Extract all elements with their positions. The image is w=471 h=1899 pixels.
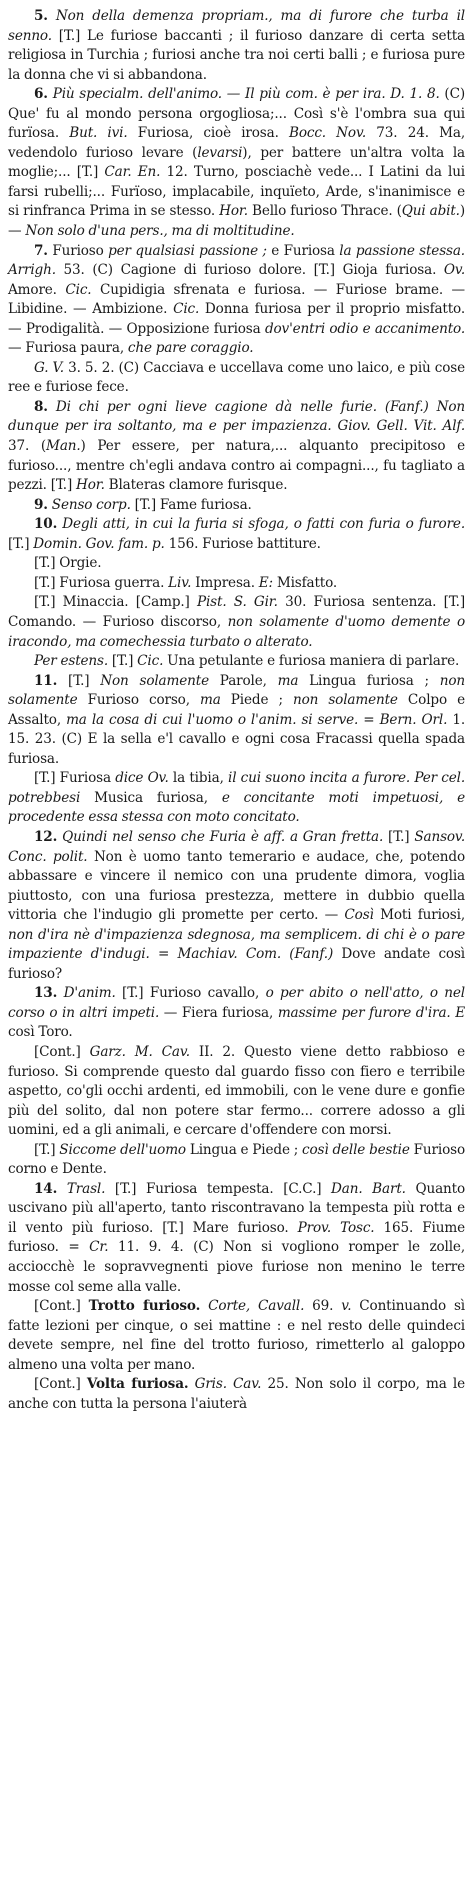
text-run: Musica furiosa, xyxy=(80,789,222,806)
sense-number: 5. xyxy=(34,8,48,24)
italic-run: Più specialm. dell'animo. — Il più com. è per ira. D. 1. 8. xyxy=(47,86,440,103)
text-run: Dove andate così furioso? xyxy=(8,946,465,982)
italic-run: Dan. Bart. xyxy=(331,1180,406,1197)
text-run: — Fiera furiosa, xyxy=(159,1004,278,1021)
sense-number: 12. xyxy=(34,828,58,845)
italic-run: Bocc. Nov. xyxy=(288,125,367,142)
sense-number: 9. xyxy=(34,496,48,513)
entry-paragraph xyxy=(8,242,465,359)
italic-run: Non solamente xyxy=(100,672,209,689)
text-run: [T.] Furiosa tempesta. [C.C.] xyxy=(105,1180,332,1197)
entry-paragraph xyxy=(8,515,465,554)
text-run: Amore. xyxy=(8,281,66,298)
entry-paragraph xyxy=(8,398,465,496)
text-run: 1. 15. 23. (C) E la sella e'l cavallo e ogni cosa Fracassi quella spada furiosa. xyxy=(8,711,465,767)
text-run: Cupidigia sfrenata e furiosa. — Furiose brame. — Libidine. — Ambizione. xyxy=(8,281,466,318)
text-run: [T.] Le furiose baccanti ; il furioso danzare di certa setta religiosa in Turchia ; furiosi anche tra noi certi balli ; e furiosa pure la donna che vi si abbandona. xyxy=(8,27,465,83)
text-run: 11. 9. 4. (C) Non si vogliono romper le zolle, acciocchè le sopravvegnenti piove furiose non menino le terre mosse col seme alla valle. xyxy=(8,1239,465,1295)
italic-run: il cui suono incita a furore. Per cel. potrebbesi xyxy=(8,770,466,806)
text-run: [T.] Furiosa guerra. xyxy=(34,574,169,591)
italic-run: levarsi xyxy=(197,144,243,161)
text-run: — Furiosa paura, xyxy=(8,340,128,357)
entry-paragraph xyxy=(8,672,465,770)
italic-run: Trasl. xyxy=(57,1180,106,1197)
text-run: ), per battere un'altra volta la moglie;... [T.] xyxy=(8,144,465,181)
entry-paragraph xyxy=(8,1180,465,1297)
text-run: 165. Fiume furioso. = xyxy=(8,1219,465,1256)
italic-run: But. ivi. xyxy=(69,125,128,142)
sense-number: 6. xyxy=(34,86,48,103)
italic-run: Qui abit. xyxy=(401,203,460,220)
text-run: così Toro. xyxy=(8,1024,73,1041)
italic-run: così delle bestie xyxy=(302,1141,410,1158)
text-run: Misfatto. xyxy=(272,574,338,591)
text-run: [Cont.] xyxy=(34,1043,90,1060)
text-run: [T.] xyxy=(383,828,415,845)
text-run: 25. Non solo il corpo, ma le anche con tutta la persona l'aiuterà xyxy=(8,1376,465,1412)
text-run: e Furiosa xyxy=(266,242,340,259)
sense-number: Trotto furioso. xyxy=(88,1298,201,1315)
text-run: Furiosa, cioè irosa. xyxy=(127,125,289,142)
text-run: 156. Furiose battiture. xyxy=(164,535,321,552)
text-run: [T.] xyxy=(108,653,138,670)
text-run: Piede ; xyxy=(220,692,293,709)
text-run: Una petulante e furiosa maniera di parlare. xyxy=(163,653,460,670)
italic-run: Car. En. xyxy=(104,164,161,181)
entry-paragraph xyxy=(8,496,465,516)
italic-run: Senso corp. xyxy=(47,496,131,513)
text-run: 12. Turno, posciachè vede... I Latini da lui farsi rubelli;... Furïoso, implacabile, inquïeto, Arde, s'inanimisce e si rinfranca Prima in se stesso. xyxy=(8,164,465,220)
italic-run: Non solo d'una pers., ma di moltitudine. xyxy=(25,223,295,240)
text-run: [T.] xyxy=(8,535,34,552)
text-run: Impresa. xyxy=(191,574,259,591)
text-run: Lingua furiosa ; xyxy=(298,672,440,689)
italic-run: ma xyxy=(200,692,221,709)
entry-paragraph xyxy=(8,359,465,398)
entry-paragraph xyxy=(8,828,465,984)
text-run: 69. xyxy=(304,1298,342,1315)
text-run: (C) Que' fu al mondo persona orgogliosa;... Così s'è l'ombra sua qui furïosa. xyxy=(8,86,465,142)
entry-paragraph xyxy=(8,1141,465,1180)
text-run: [T.] Fame furiosa. xyxy=(130,496,252,513)
entry-paragraph xyxy=(8,554,465,574)
italic-run: Prov. Tosc. xyxy=(297,1219,375,1236)
text-run: [T.] Orgie. xyxy=(34,555,102,572)
italic-run: Di chi per ogni lieve cagione dà nelle furie. (Fanf.) Non dunque per ira soltanto, ma e per impazienza. Giov. Gell. Vit. Alf. xyxy=(8,398,465,435)
entry-paragraph xyxy=(8,1043,465,1141)
text-run: [T.] Minaccia. [Camp.] xyxy=(34,594,197,611)
italic-run: D'anim. xyxy=(57,985,116,1002)
text-run: Donna furiosa per il proprio misfatto. — Prodigalità. — Opposizione furiosa xyxy=(8,301,465,337)
italic-run: Hor. xyxy=(75,477,105,494)
italic-run: o per abito o nell'atto, o nel corso o in altri impeti. xyxy=(8,985,465,1021)
text-run: [Cont.] xyxy=(34,1298,89,1315)
italic-run: Man. xyxy=(46,438,81,455)
italic-run: Liv. xyxy=(168,574,192,591)
italic-run: per qualsiasi passione ; xyxy=(108,242,267,259)
entry-paragraph xyxy=(8,1297,465,1375)
text-run: Lingua e Piede ; xyxy=(185,1141,303,1158)
text-run: Quanto uscivano più all'aperto, tanto riscontravano la tempesta più rotta e il vento più furioso. [T.] Mare furioso. xyxy=(8,1180,465,1236)
italic-run: non d'ira nè d'impazienza sdegnosa, ma semplicem. di chi è o pare impaziente d'indugi. = Machiav. Com. (Fanf.) xyxy=(8,926,465,963)
text-run: 30. Furiosa sentenza. [T.] Comando. — Furioso discorso, xyxy=(8,594,466,630)
text-run: Non è uomo tanto temerario e audace, che, potendo abbassare e vincere il nemico con una prudente dimora, voglia piuttosto, con una furiosa prestezza, mettere in dubbio quella vittoria che l'indugio gli promette per certo. — xyxy=(8,848,465,924)
italic-run: ma xyxy=(277,672,299,689)
italic-run: Domin. Gov. fam. p. xyxy=(33,535,165,552)
text-run: Colpo e Assalto, xyxy=(8,692,465,728)
italic-run: Gris. Cav. xyxy=(194,1376,262,1393)
entry-paragraph xyxy=(8,1375,465,1414)
sense-number: 11. xyxy=(34,672,58,689)
text-run: [T.] Furioso cavallo, xyxy=(115,985,266,1002)
text-run: [T.] xyxy=(57,672,101,689)
italic-run: E: xyxy=(258,574,273,591)
italic-run: Garz. M. Cav. xyxy=(89,1043,190,1060)
text-run: [T.] xyxy=(34,1141,60,1158)
text-run: Moti furiosi, xyxy=(373,907,466,924)
text-run: II. 2. Questo viene detto rabbioso e furioso. Si comprende questo dal guardo fisso con fiero e terribile aspetto, co'gli occhi ardenti, ed immobili, con le vene dure e gonfie più del solito, dal non potere star fermo... correre adosso a gli uomini, ed a gli animali, e cercare d'offendere con morsi. xyxy=(8,1043,466,1139)
text-run: la tibia, xyxy=(168,770,229,787)
italic-run: Corte, Cavall. xyxy=(208,1298,305,1315)
text-run: Blateras clamore furisque. xyxy=(104,477,288,494)
italic-run: Cic. xyxy=(173,301,200,318)
italic-run: Degli atti, in cui la furia si sfoga, o fatti con furia o furore. xyxy=(57,516,465,533)
sense-number: 7. xyxy=(34,242,48,259)
text-run: [Cont.] xyxy=(34,1376,87,1393)
italic-run: Pist. S. Gir. xyxy=(196,594,278,611)
entry-paragraph xyxy=(8,7,465,85)
italic-run: non solamente d'uomo demente o iracondo, ma comechessia turbato o alterato. xyxy=(8,613,466,650)
italic-run: la passione stessa. Arrigh. xyxy=(8,242,465,279)
italic-run: Hor. xyxy=(219,203,248,220)
text-run: Bello furioso Thrace. ( xyxy=(247,203,402,220)
entry-paragraph xyxy=(8,574,465,594)
italic-run: non solamente xyxy=(293,692,398,709)
text-run: 3. 5. 2. (C) Cacciava e uccellava come uno laico, e più cose ree e furiose fece. xyxy=(8,359,465,396)
sense-number: 14. xyxy=(34,1180,58,1197)
text-run: Furioso corno e Dente. xyxy=(8,1141,465,1178)
italic-run: Sansov. Conc. polit. xyxy=(8,828,466,865)
italic-run: dov'entri odio e accanimento. xyxy=(264,320,465,337)
sense-number: Volta furiosa. xyxy=(86,1376,189,1393)
italic-run: e concitante moti impetuosi, e procedente essa stessa con moto concitato. xyxy=(8,789,465,826)
sense-number: 8. xyxy=(34,398,48,415)
italic-run: Non della demenza propriam., ma di furore che turba il senno. xyxy=(8,8,465,44)
italic-run: Ov. xyxy=(443,262,465,279)
sense-number: 10. xyxy=(34,516,58,533)
italic-run: G. V. xyxy=(34,359,64,376)
text-run: 73. 24. Ma, vedendolo furioso levare ( xyxy=(8,125,465,161)
text-run: Furioso xyxy=(47,242,109,259)
text-run: ) — xyxy=(8,203,465,240)
text-run: [T.] Furiosa xyxy=(34,770,116,787)
italic-run: Così xyxy=(344,907,374,924)
text-run: Furioso corso, xyxy=(77,692,200,709)
italic-run: v. xyxy=(341,1298,352,1315)
text-run: ) Per essere, per natura,... alquanto precipitoso e furioso..., mentre ch'egli andava contro ai compagni..., fu tagliato a pezzi. [T.] xyxy=(8,438,465,494)
text-run: 37. ( xyxy=(8,438,47,455)
italic-run: Siccome dell'uomo xyxy=(59,1141,186,1158)
entry-paragraph xyxy=(8,652,465,672)
entry-paragraph xyxy=(8,769,465,828)
sense-number: 13. xyxy=(34,985,58,1002)
italic-run: dice Ov. xyxy=(115,770,169,787)
italic-run: Per estens. xyxy=(34,653,109,670)
italic-run: Cic. xyxy=(65,281,92,298)
text-run: Continuando sì fatte lezioni per cinque, o sei mattine : e nel resto delle quindeci devete sempre, nel fine del trotto furioso, rimetterlo al galoppo almeno una volta per mano. xyxy=(8,1298,465,1373)
entry-paragraph xyxy=(8,593,465,652)
text-run: 53. (C) Cagione di furioso dolore. [T.] Gioja furiosa. xyxy=(55,262,444,279)
entry-paragraph xyxy=(8,85,465,241)
italic-run: massime per furore d'ira. E xyxy=(277,1004,466,1021)
italic-run: Quindi nel senso che Furia è aff. a Gran fretta. xyxy=(57,828,384,845)
italic-run: ma la cosa di cui l'uomo o l'anim. si serve. = Bern. Orl. xyxy=(66,711,448,728)
italic-run: non solamente xyxy=(8,672,466,709)
text-run: Parole, xyxy=(208,672,278,689)
italic-run: Cr. xyxy=(89,1239,109,1256)
text-run xyxy=(200,1298,208,1314)
entry-paragraph xyxy=(8,984,465,1043)
italic-run: Cic. xyxy=(137,653,164,670)
italic-run: che pare coraggio. xyxy=(127,340,254,357)
